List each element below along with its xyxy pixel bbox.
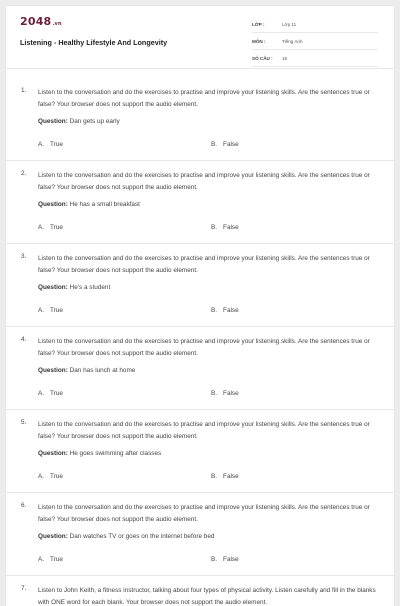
question-number: 3. (21, 253, 27, 260)
option-letter: A. (38, 307, 45, 314)
question-prompt (38, 367, 135, 374)
option-letter: A. (38, 390, 45, 397)
question-number: 7. (21, 585, 27, 592)
option-letter: B. (211, 473, 218, 480)
question-item (6, 410, 394, 493)
option-letter: A. (38, 141, 45, 148)
meta-row-subject (252, 33, 378, 50)
question-label: Question: (38, 533, 68, 540)
meta-label: LỚP : (252, 21, 265, 27)
option-a[interactable] (38, 307, 63, 314)
question-instruction: Listen to John Keith, a fitness instructor, talking about four types of physical activity. Listen carefully and fill in the blanks with ONE word for each blank. Your browser does not support the audio element. (38, 587, 376, 606)
question-text: Dan watches TV or goes on the internet before bed (69, 533, 215, 540)
question-label: Question: (38, 450, 68, 457)
option-a[interactable] (38, 224, 63, 231)
question-number: 5. (21, 419, 27, 426)
question-instruction: Listen to the conversation and do the exercises to practise and improve your listening skills. Are the sentences true or false? Your browser does not support the audio element. (38, 504, 370, 523)
question-item (6, 78, 394, 161)
option-a[interactable] (38, 141, 63, 148)
option-text: False (223, 556, 239, 563)
logo-text: 2048 (20, 15, 52, 28)
option-text: True (50, 390, 63, 397)
meta-value: 16 (282, 55, 288, 61)
question-number: 6. (21, 502, 27, 509)
meta-value: Lớp 11 (282, 21, 297, 27)
option-letter: B. (211, 556, 218, 563)
question-text: He goes swimming after classes (69, 450, 162, 457)
question-number: 4. (21, 336, 27, 343)
option-b[interactable] (211, 224, 239, 231)
document-header (6, 6, 394, 69)
meta-value: Tiếng Anh (282, 38, 303, 44)
question-label: Question: (38, 118, 68, 125)
question-instruction: Listen to the conversation and do the exercises to practise and improve your listening skills. Are the sentences true or false? Your browser does not support the audio element. (38, 172, 370, 191)
question-text: Dan gets up early (69, 118, 120, 125)
question-item (6, 244, 394, 327)
question-label: Question: (38, 201, 68, 208)
option-text: True (50, 307, 63, 314)
document-title: Listening - Healthy Lifestyle And Longevity (20, 38, 168, 47)
option-b[interactable] (211, 390, 239, 397)
meta-label: MÔN : (252, 38, 266, 44)
question-prompt (38, 118, 120, 125)
meta-row-class (252, 16, 378, 33)
option-text: False (223, 390, 239, 397)
option-letter: B. (211, 390, 218, 397)
site-logo[interactable] (20, 15, 62, 28)
meta-label: SỐ CÂU : (252, 55, 273, 61)
option-text: False (223, 141, 239, 148)
option-a[interactable] (38, 556, 63, 563)
question-instruction: Listen to the conversation and do the exercises to practise and improve your listening skills. Are the sentences true or false? Your browser does not support the audio element. (38, 255, 370, 274)
question-prompt (38, 533, 214, 540)
option-text: True (50, 141, 63, 148)
question-prompt (38, 284, 110, 291)
option-b[interactable] (211, 473, 239, 480)
question-number: 1. (21, 87, 27, 94)
logo-suffix: .vn (52, 21, 62, 27)
question-item (6, 161, 394, 244)
question-text: Dan has lunch at home (69, 367, 136, 374)
option-letter: A. (38, 556, 45, 563)
option-text: True (50, 224, 63, 231)
option-letter: B. (211, 224, 218, 231)
option-a[interactable] (38, 473, 63, 480)
document-meta (252, 16, 378, 67)
question-instruction: Listen to the conversation and do the exercises to practise and improve your listening skills. Are the sentences true or false? Your browser does not support the audio element. (38, 89, 370, 108)
option-b[interactable] (211, 307, 239, 314)
option-text: False (223, 473, 239, 480)
question-text: He's a student (69, 284, 111, 291)
question-instruction: Listen to the conversation and do the exercises to practise and improve your listening skills. Are the sentences true or false? Your browser does not support the audio element. (38, 421, 370, 440)
option-text: False (223, 224, 239, 231)
document-page (6, 6, 394, 606)
question-number: 2. (21, 170, 27, 177)
question-prompt (38, 201, 140, 208)
question-label: Question: (38, 284, 68, 291)
question-item (6, 327, 394, 410)
option-a[interactable] (38, 390, 63, 397)
option-b[interactable] (211, 141, 239, 148)
question-label: Question: (38, 367, 68, 374)
option-letter: B. (211, 141, 218, 148)
option-letter: B. (211, 307, 218, 314)
question-text: He has a small breakfast (69, 201, 140, 208)
option-text: False (223, 307, 239, 314)
option-b[interactable] (211, 556, 239, 563)
question-item (6, 576, 394, 606)
question-instruction: Listen to the conversation and do the exercises to practise and improve your listening skills. Are the sentences true or false? Your browser does not support the audio element. (38, 338, 370, 357)
option-letter: A. (38, 473, 45, 480)
option-text: True (50, 556, 63, 563)
question-prompt (38, 450, 161, 457)
option-text: True (50, 473, 63, 480)
question-item (6, 493, 394, 576)
question-list (6, 78, 394, 606)
option-letter: A. (38, 224, 45, 231)
meta-row-count (252, 50, 378, 67)
